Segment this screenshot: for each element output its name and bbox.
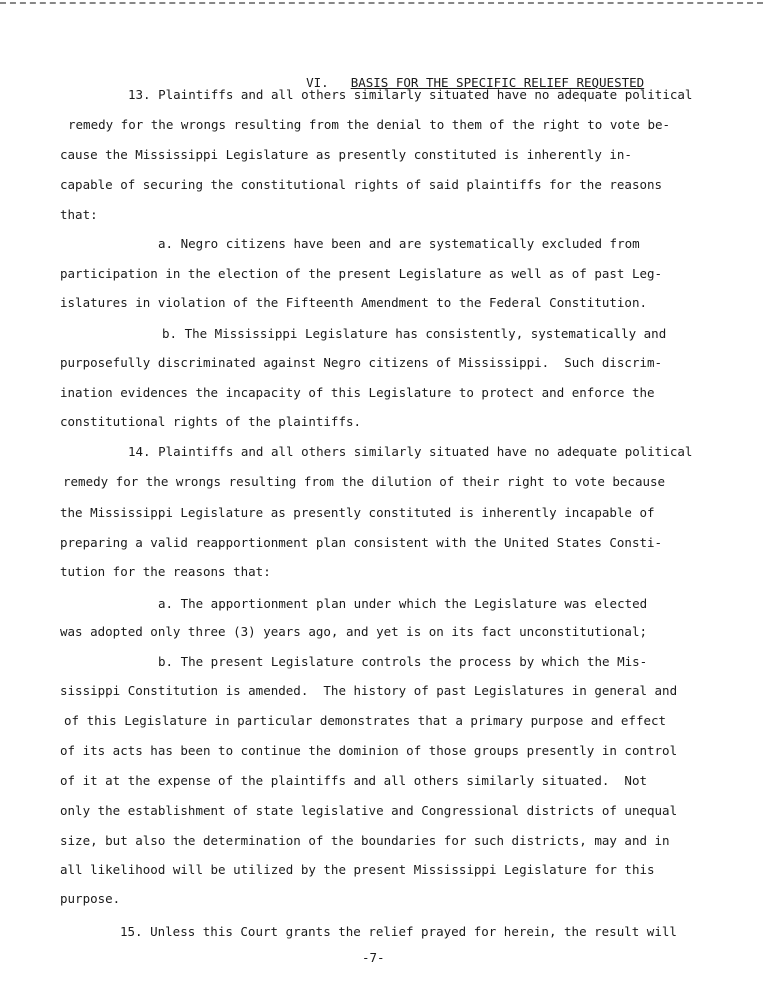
text-line: of it at the expense of the plaintiffs and all others similarly situated. Not: [60, 773, 647, 788]
text-line: 13. Plaintiffs and all others similarly situated have no adequate political: [128, 87, 693, 102]
section-numeral: VI.: [306, 75, 329, 90]
page-number: -7-: [362, 950, 385, 965]
text-line: the Mississippi Legislature as presently constituted is inherently incapable of: [60, 505, 655, 520]
text-line: was adopted only three (3) years ago, and yet is on its fact unconstitutional;: [60, 624, 647, 639]
text-line: preparing a valid reapportionment plan consistent with the United States Consti-: [60, 535, 663, 550]
text-line: of its acts has been to continue the dominion of those groups presently in control: [60, 743, 678, 758]
text-line: participation in the election of the present Legislature as well as of past Leg-: [60, 266, 663, 281]
text-line: ination evidences the incapacity of this Legislature to protect and enforce the: [60, 385, 655, 400]
text-line: tution for the reasons that:: [60, 564, 271, 579]
text-line: cause the Mississippi Legislature as presently constituted is inherently in-: [60, 147, 632, 162]
section-title: BASIS FOR THE SPECIFIC RELIEF REQUESTED: [350, 75, 645, 90]
text-line: purposefully discriminated against Negro citizens of Mississippi. Such discrim-: [60, 355, 663, 370]
text-line: remedy for the wrongs resulting from the dilution of their right to vote because: [63, 474, 666, 489]
text-line: all likelihood will be utilized by the present Mississippi Legislature for this: [60, 862, 655, 877]
text-line: of this Legislature in particular demonstrates that a primary purpose and effect: [64, 713, 667, 728]
text-line: constitutional rights of the plaintiffs.: [60, 414, 362, 429]
text-line: purpose.: [60, 891, 121, 906]
text-line: capable of securing the constitutional rights of said plaintiffs for the reasons: [60, 177, 663, 192]
text-line: 14. Plaintiffs and all others similarly situated have no adequate political: [128, 444, 693, 459]
text-line: size, but also the determination of the boundaries for such districts, may and in: [60, 833, 670, 848]
text-line: b. The present Legislature controls the process by which the Mis-: [158, 654, 648, 669]
text-line: only the establishment of state legislative and Congressional districts of unequal: [60, 803, 678, 818]
top-edge-rule: [0, 2, 763, 4]
text-line: islatures in violation of the Fifteenth Amendment to the Federal Constitution.: [60, 295, 647, 310]
text-line: a. Negro citizens have been and are systematically excluded from: [158, 236, 640, 251]
text-line: a. The apportionment plan under which the Legislature was elected: [158, 596, 648, 611]
text-line: sissippi Constitution is amended. The history of past Legislatures in general and: [60, 683, 678, 698]
text-line: remedy for the wrongs resulting from the denial to them of the right to vote be-: [68, 117, 671, 132]
text-line: that:: [60, 207, 98, 222]
text-line: 15. Unless this Court grants the relief prayed for herein, the result will: [120, 924, 677, 939]
text-line: b. The Mississippi Legislature has consistently, systematically and: [162, 326, 667, 341]
